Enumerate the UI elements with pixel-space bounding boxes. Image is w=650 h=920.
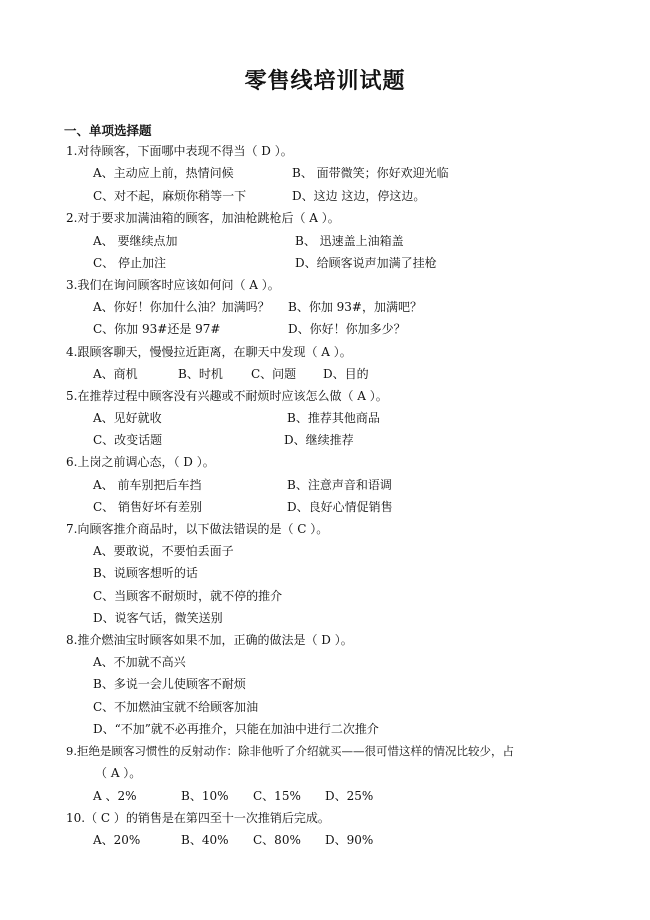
- question-5-option-a: A、见好就收: [93, 411, 162, 425]
- question-3-option-d: D、你好！你加多少？: [288, 322, 406, 336]
- question-4-option-a: A、商机: [93, 367, 138, 381]
- question-5-stem: 5.在推荐过程中顾客没有兴趣或不耐烦时应该怎么做（ A ）。: [66, 389, 388, 403]
- question-6-stem: 6.上岗之前调心态，（ D ）。: [66, 455, 215, 469]
- question-8-option-c: C、不加燃油宝就不给顾客加油: [93, 700, 259, 714]
- question-10-option-d: D、90%: [325, 833, 374, 847]
- question-5-option-d: D、继续推荐: [284, 433, 354, 447]
- question-3-option-c: C、你加 93#还是 97#: [93, 322, 221, 336]
- question-2-stem: 2.对于要求加满油箱的顾客，加油枪跳枪后（ A ）。: [66, 211, 340, 225]
- question-7-stem: 7.向顾客推介商品时，以下做法错误的是（ C ）。: [66, 522, 329, 536]
- question-6-option-b: B、注意声音和语调: [287, 478, 392, 492]
- question-8-option-b: B、多说一会儿使顾客不耐烦: [93, 677, 246, 691]
- question-9-stem: 9.拒绝是顾客习惯性的反射动作：除非他听了介绍就买——很可惜这样的情况比较少，占: [66, 744, 514, 758]
- question-10-option-c: C、80%: [253, 833, 301, 847]
- question-5-option-b: B、推荐其他商品: [287, 411, 380, 425]
- question-1-option-a: A、主动应上前，热情问候: [93, 166, 234, 180]
- question-9-option-b: B、10%: [181, 789, 229, 803]
- question-6-option-d: D、良好心情促销售: [287, 500, 393, 514]
- question-2-option-d: D、给顾客说声加满了挂枪: [295, 256, 437, 270]
- question-3-option-a: A、你好！你加什么油？加满吗？: [93, 300, 270, 314]
- question-2-option-a: A、 要继续点加: [93, 234, 178, 248]
- question-10-option-a: A、20%: [93, 833, 141, 847]
- question-1-option-b: B、 面带微笑；你好欢迎光临: [292, 166, 449, 180]
- question-1-option-d: D、这边 这边，停这边。: [292, 189, 426, 203]
- question-3-stem: 3.我们在询问顾客时应该如何问（ A ）。: [66, 278, 280, 292]
- question-10-option-b: B、40%: [181, 833, 229, 847]
- question-2-option-b: B、 迅速盖上油箱盖: [295, 234, 404, 248]
- question-6-option-c: C、 销售好坏有差别: [93, 500, 202, 514]
- question-5-option-c: C、改变话题: [93, 433, 163, 447]
- question-9-option-c: C、15%: [253, 789, 301, 803]
- question-7-option-c: C、当顾客不耐烦时，就不停的推介: [93, 589, 283, 603]
- question-9-stem-continued: （ A ）。: [95, 766, 142, 780]
- question-4-option-d: D、目的: [323, 367, 369, 381]
- document-title: 零售线培训试题: [244, 69, 406, 94]
- question-4-stem: 4.跟顾客聊天，慢慢拉近距离，在聊天中发现（ A ）。: [66, 345, 352, 359]
- question-9-option-a: A 、2%: [93, 789, 137, 803]
- question-2-option-c: C、 停止加注: [93, 256, 166, 270]
- question-7-option-a: A、要敢说，不要怕丢面子: [93, 544, 234, 558]
- question-3-option-b: B、你加 93#，加满吧？: [288, 300, 422, 314]
- question-6-option-a: A、 前车别把后车挡: [93, 478, 202, 492]
- question-10-stem: 10.（ C ）的销售是在第四至十一次推销后完成。: [66, 811, 330, 825]
- question-1-stem: 1.对待顾客，下面哪中表现不得当（ D ）。: [66, 144, 293, 158]
- question-9-option-d: D、25%: [325, 789, 374, 803]
- question-7-option-d: D、说客气话，微笑送别: [93, 611, 223, 625]
- question-8-stem: 8.推介燃油宝时顾客如果不加，正确的做法是（ D ）。: [66, 633, 353, 647]
- section-heading: 一、单项选择题: [64, 123, 152, 138]
- question-7-option-b: B、说顾客想听的话: [93, 566, 198, 580]
- question-8-option-d: D、“不加”就不必再推介，只能在加油中进行二次推介: [93, 722, 379, 736]
- question-1-option-c: C、对不起，麻烦你稍等一下: [93, 189, 247, 203]
- question-4-option-b: B、时机: [178, 367, 223, 381]
- question-4-option-c: C、问题: [251, 367, 297, 381]
- question-8-option-a: A、不加就不高兴: [93, 655, 186, 669]
